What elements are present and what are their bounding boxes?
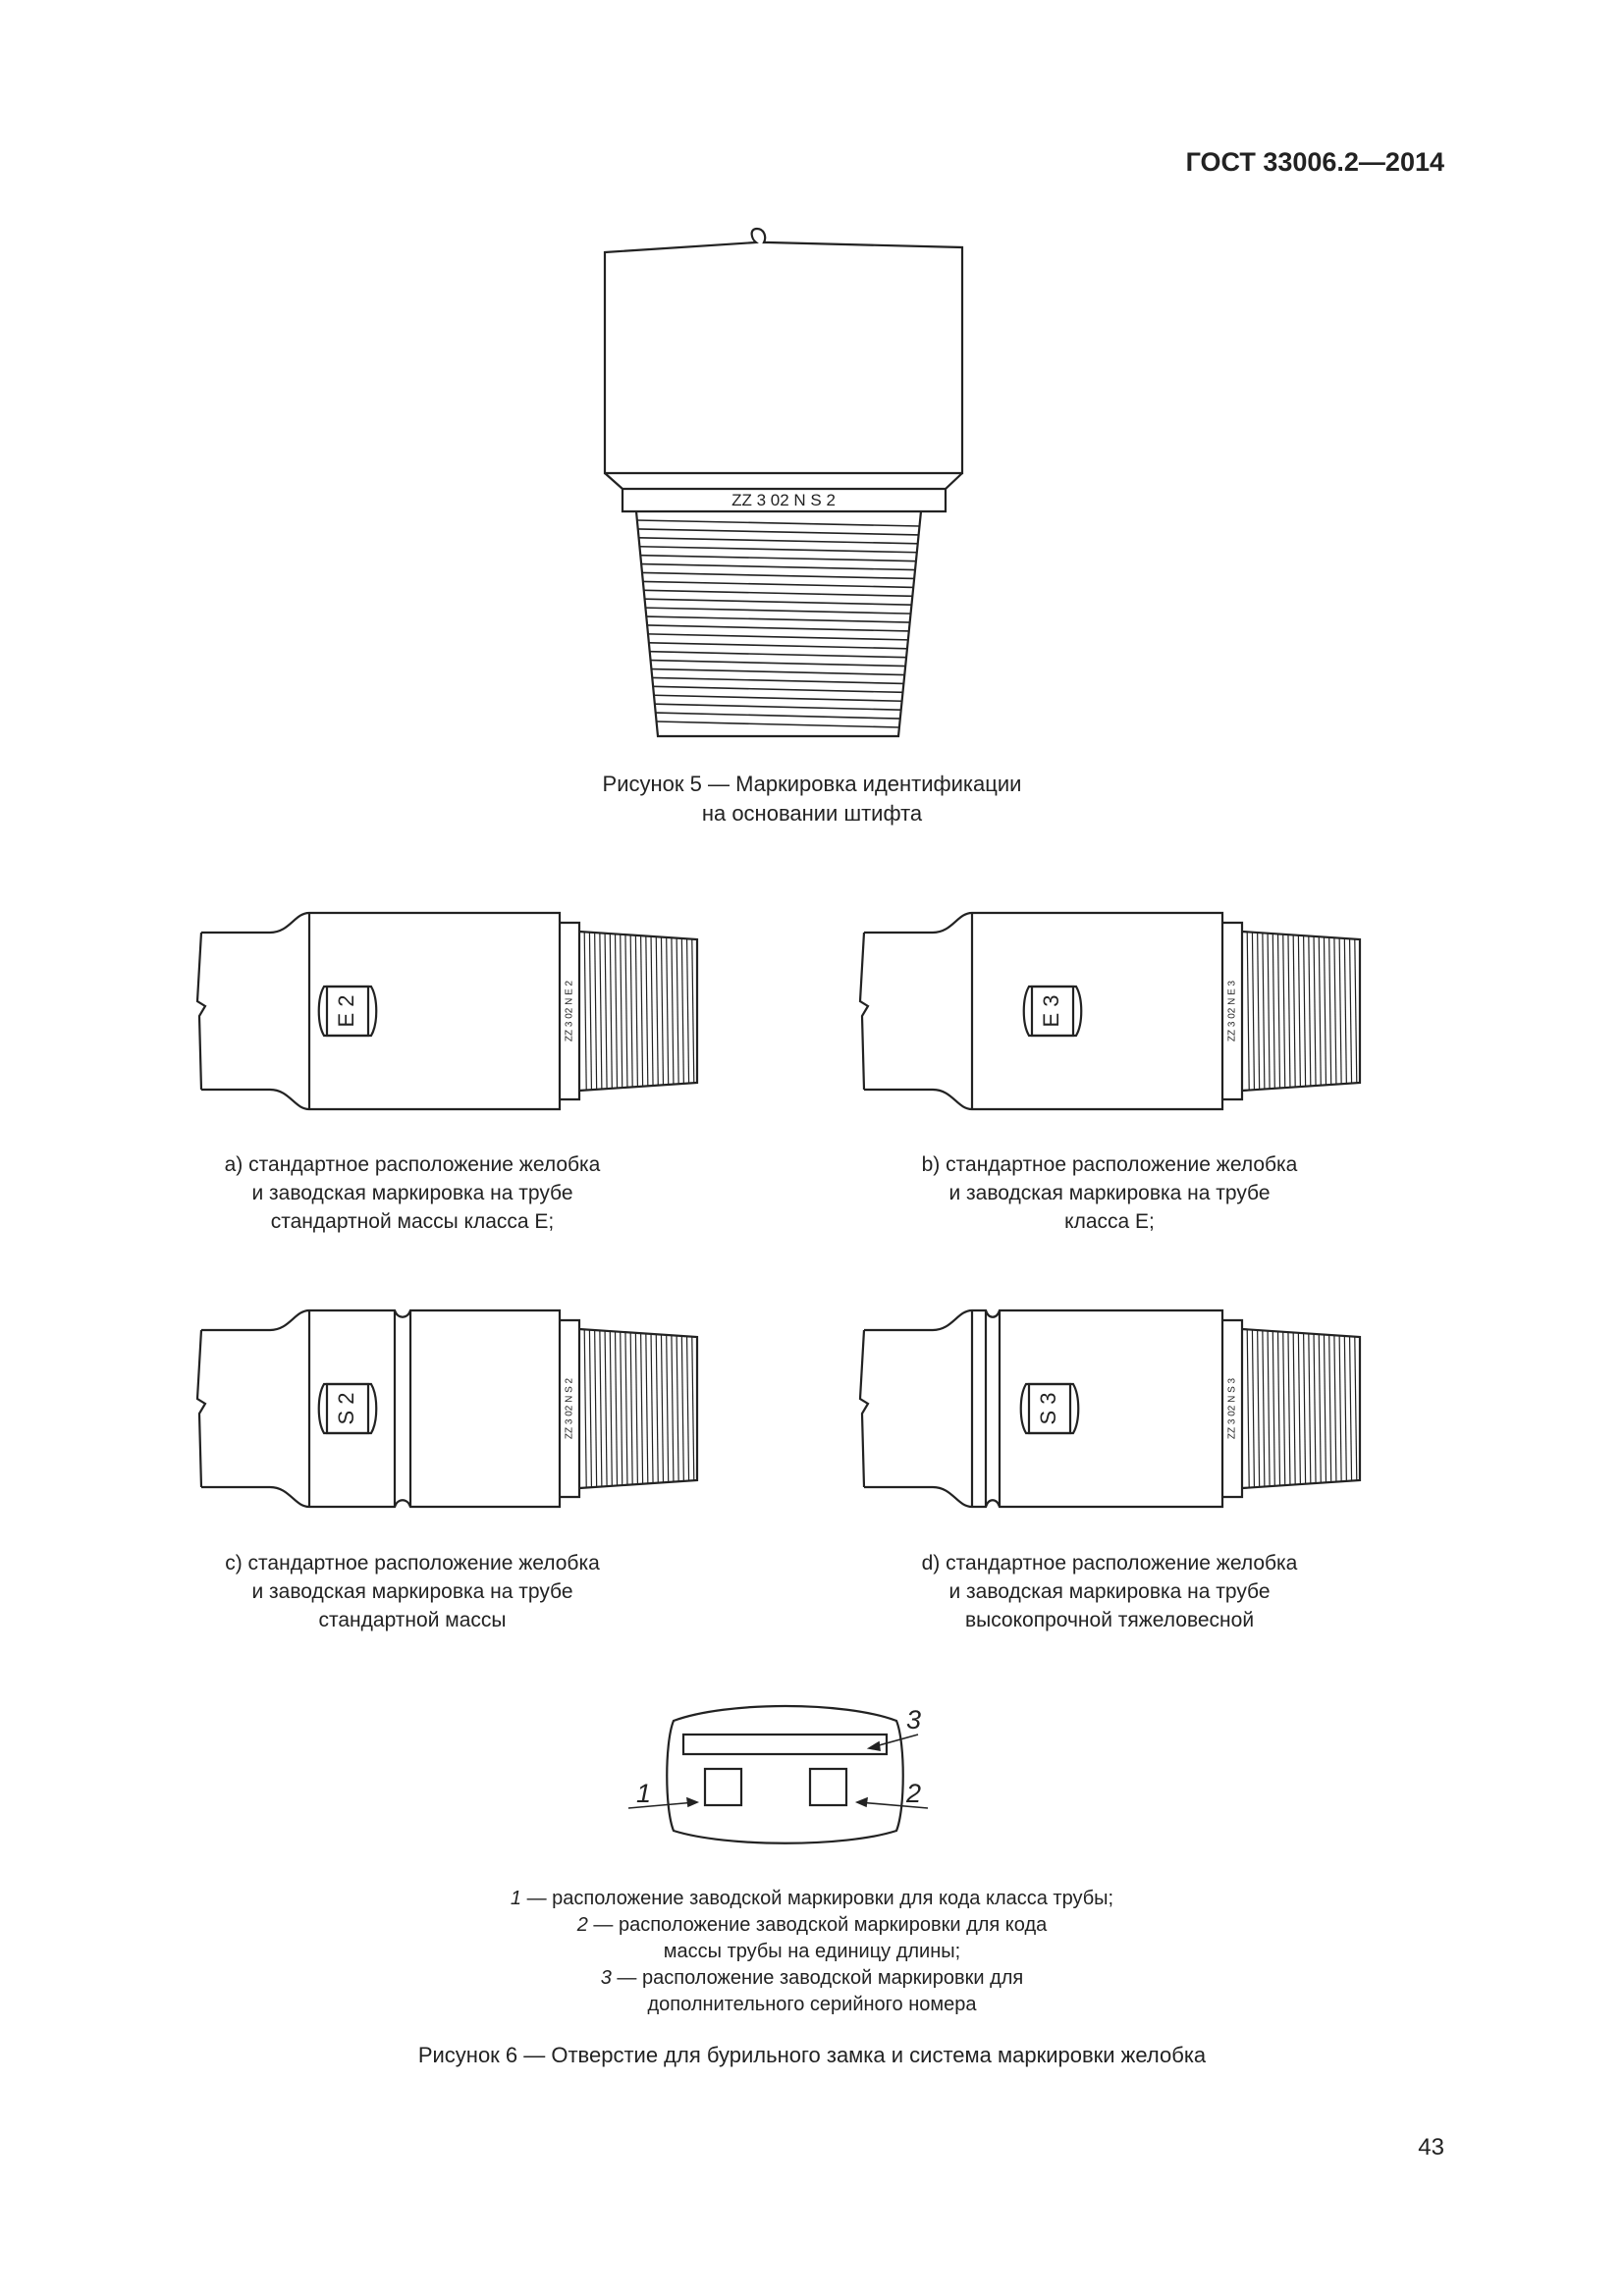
callout-3: 3 [906,1705,922,1735]
pin-marking: ZZ 3 02 N S 2 [731,491,836,509]
side-marking-b: ZZ 3 02 N E 3 [1226,980,1238,1042]
figure-6-caption: Рисунок 6 — Отверстие для бурильного замка и система маркировки желобка [417,2043,1207,2067]
groove-mark-d: S 3 [1035,1392,1060,1425]
legend-item: массы трубы на единицу длины; [663,1941,961,1962]
callout-2: 2 [906,1779,922,1808]
page-number: 43 [1418,2134,1444,2161]
legend-item: 2 — расположение заводской маркировки для кода [576,1914,1048,1936]
figure-6-legend [0,1886,1624,2018]
side-marking-d: ZZ 3 02 N S 3 [1226,1377,1238,1440]
figure-6a-drawing [191,908,707,1114]
legend-item: дополнительного серийного номера [647,1994,977,2015]
groove-mark-b: E 3 [1038,994,1063,1028]
side-marking-a: ZZ 3 02 N E 2 [564,980,575,1042]
legend-item: 3 — расположение заводской маркировки для [600,1967,1024,1989]
side-marking-c: ZZ 3 02 N S 2 [564,1377,575,1440]
figure-5-caption: Рисунок 5 — Маркировка идентификации на основании штифта [602,772,1022,826]
figure-6c-caption: c) стандартное расположение желобка и заводская маркировка на трубе стандартной массы [225,1552,600,1631]
groove-mark-a: E 2 [333,994,358,1028]
groove-detail-diagram [619,1693,952,1841]
figure-6d-drawing [854,1306,1370,1512]
figure-6a-caption: a) стандартное расположение желобка и заводская маркировка на трубе стандартной массы класса E; [224,1153,601,1233]
figure-6b-caption: b) стандартное расположение желобка и заводская маркировка на трубе класса E; [921,1153,1298,1233]
figure-6c-drawing [191,1306,707,1512]
document-header: ГОСТ 33006.2—2014 [1185,147,1444,177]
figure-5-pin-drawing [589,231,982,746]
figure-6b-drawing [854,908,1370,1114]
callout-1: 1 [636,1779,652,1808]
figure-6d-caption: d) стандартное расположение желобка и заводская маркировка на трубе высокопрочной тяжеловесной [921,1552,1298,1631]
legend-item: 1 — расположение заводской маркировки для кода класса трубы; [510,1888,1114,1909]
groove-mark-c: S 2 [333,1392,358,1425]
